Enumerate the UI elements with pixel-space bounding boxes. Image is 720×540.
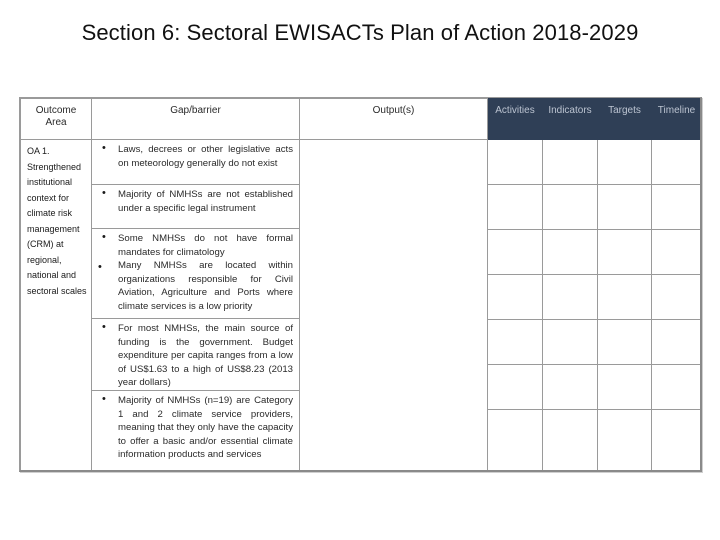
outputs-cell [300, 140, 488, 473]
gap-item [92, 140, 299, 185]
targets-cell [598, 320, 652, 365]
timeline-cell [652, 275, 702, 320]
gap-text: Some NMHSs do not have formal mandates for climatology [118, 233, 293, 258]
bullet-icon: • [102, 142, 106, 154]
header-row [21, 99, 702, 140]
gap-item [92, 185, 299, 229]
indicators-cell [543, 275, 598, 320]
header-gap-barrier: Gap/barrier [92, 99, 300, 140]
gap-item [92, 391, 299, 472]
timeline-cell [652, 410, 702, 473]
indicators-cell [543, 410, 598, 473]
header-targets: Targets [598, 99, 652, 140]
activities-cell [488, 140, 543, 185]
timeline-cell [652, 320, 702, 365]
activities-cell [488, 185, 543, 230]
indicators-cell [543, 365, 598, 410]
gap-text: Majority of NMHSs (n=19) are Category 1 and 2 climate service providers, meaning that they only have the capacity to offer a basic and/or essential climate information products and services [118, 395, 293, 461]
header-outcome-area: Outcome Area [21, 99, 92, 140]
gap-item [92, 229, 299, 319]
slide-title: Section 6: Sectoral EWISACTs Plan of Action 2018-2029 [81, 20, 639, 45]
gap-item [92, 319, 299, 391]
header-timeline: Timeline [652, 99, 702, 140]
header-outputs: Output(s) [300, 99, 488, 140]
bullet-icon: • [102, 231, 106, 243]
bullet-icon: • [102, 393, 106, 405]
timeline-cell [652, 365, 702, 410]
bullet-icon: • [102, 321, 106, 333]
indicators-cell [543, 230, 598, 275]
targets-cell [598, 140, 652, 185]
targets-cell [598, 230, 652, 275]
header-activities: Activities [488, 99, 543, 140]
bullet-icon: • [102, 187, 106, 199]
table-row [21, 140, 702, 185]
header-indicators: Indicators [543, 99, 598, 140]
indicators-cell [543, 185, 598, 230]
targets-cell [598, 185, 652, 230]
bullet-icon: • [98, 261, 102, 274]
gap-barrier-cell [92, 140, 300, 473]
activities-cell [488, 275, 543, 320]
activities-cell [488, 365, 543, 410]
timeline-cell [652, 185, 702, 230]
indicators-cell [543, 140, 598, 185]
outcome-area-cell [21, 140, 92, 473]
activities-cell [488, 410, 543, 473]
plan-of-action-table [19, 97, 702, 472]
targets-cell [598, 275, 652, 320]
gap-text: Majority of NMHSs are not established under a specific legal instrument [118, 189, 293, 214]
timeline-cell [652, 140, 702, 185]
activities-cell [488, 320, 543, 365]
gap-text: For most NMHSs, the main source of funding is the government. Budget expenditure per capita ranges from a low of US$1.63 to a high of US$8.23 (2013 year dollars) [118, 323, 293, 389]
targets-cell [598, 410, 652, 473]
gap-text: Many NMHSs are located within organizations responsible for Civil Aviation, Agriculture and Ports where climate services is a low priority [118, 260, 293, 312]
gap-text: Laws, decrees or other legislative acts on meteorology generally do not exist [118, 144, 293, 169]
outcome-area-text: OA 1. Strengthened institutional context for climate risk management (CRM) at regional, national and sectoral scales [27, 146, 87, 296]
timeline-cell [652, 230, 702, 275]
activities-cell [488, 230, 543, 275]
indicators-cell [543, 320, 598, 365]
gap-subitem [98, 259, 293, 313]
targets-cell [598, 365, 652, 410]
